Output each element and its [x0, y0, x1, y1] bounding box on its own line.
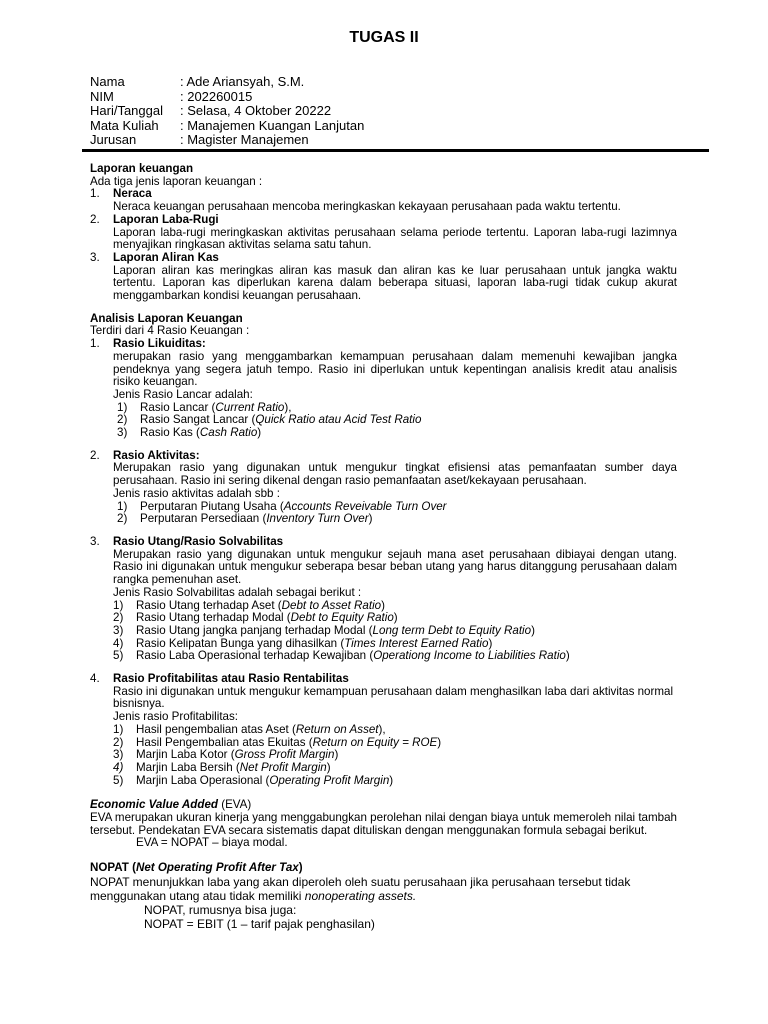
- subtype-number: 1): [113, 598, 124, 612]
- ratio-item: [90, 536, 677, 549]
- ratio-item: [90, 673, 677, 686]
- subtype-text: Marjin Laba Kotor (Gross Profit Margin): [136, 748, 339, 762]
- document-body: [90, 163, 677, 931]
- subtype-intro: Jenis rasio Profitabilitas:: [113, 710, 239, 724]
- subtype-number: 5): [113, 773, 124, 787]
- subtype-item: [90, 427, 677, 440]
- item-number: 3.: [90, 534, 100, 548]
- subtype-text: Rasio Kas (Cash Ratio): [140, 426, 262, 440]
- identity-label: Nama: [90, 74, 125, 89]
- subtype-text: Marjin Laba Bersih (Net Profit Margin): [136, 760, 331, 774]
- subtype-item: [90, 650, 677, 663]
- list-item: [90, 214, 677, 227]
- subtype-number: 4): [113, 760, 124, 774]
- subtype-text: Perputaran Persediaan (Inventory Turn Over): [140, 512, 373, 526]
- item-description: Laporan laba-rugi meringkaskan aktivitas perusahaan selama periode tertentu. Laporan laba-rugi lazimnya menyajikan ringkasan aktivitas selama satu tahun.: [113, 225, 677, 252]
- eva-description: EVA merupakan ukuran kinerja yang menggabungkan perolehan nilai dengan biaya untuk memeroleh nilai tambah tersebut. Pendekatan EVA secara sistematis dapat dituliskan dengan menggunakan formula sebagai berikut.: [90, 811, 677, 837]
- subtype-item: [90, 513, 677, 526]
- eva-formula: EVA = NOPAT – biaya modal.: [136, 836, 288, 850]
- subtype-number: 3): [113, 748, 124, 762]
- item-number: 1.: [90, 337, 100, 351]
- subtype-text: Rasio Laba Operasional terhadap Kewajiban (Operationg Income to Liabilities Ratio): [136, 649, 570, 663]
- subtype-text: Hasil pengembalian atas Aset (Return on Asset),: [136, 722, 386, 736]
- item-title: Rasio Utang/Rasio Solvabilitas: [113, 534, 284, 548]
- nopat-formula: NOPAT = EBIT (1 – tarif pajak penghasilan): [144, 916, 375, 931]
- subtype-number: 1): [117, 499, 128, 513]
- header-divider: [82, 149, 709, 152]
- item-description: Neraca keuangan perusahaan mencoba meringkaskan kekayaan perusahaan pada waktu tertentu.: [113, 200, 621, 214]
- item-title: Rasio Profitabilitas atau Rasio Rentabilitas: [113, 672, 349, 686]
- subtype-number: 2): [117, 413, 128, 427]
- subtype-text: Marjin Laba Operasional (Operating Profit Margin): [136, 773, 394, 787]
- subtype-text: Rasio Sangat Lancar (Quick Ratio atau Acid Test Ratio: [140, 413, 422, 427]
- identity-row-nama: [90, 75, 364, 90]
- item-description: Laporan aliran kas meringkas aliran kas masuk dan aliran kas ke luar perusahaan untuk jangka waktu tertentu. Laporan kas diperlukan karena dalam beberapa situasi, laporan laba-rugi tidak cukup akurat menggambarkan kondisi keuangan perusahaan.: [113, 263, 677, 303]
- identity-row-date: [90, 104, 364, 119]
- subtype-intro: Jenis Rasio Lancar adalah:: [113, 387, 253, 401]
- item-number: 2.: [90, 212, 100, 226]
- subtype-number: 3): [117, 426, 128, 440]
- ratio-item: [90, 338, 677, 351]
- section-heading-eva: Economic Value Added (EVA): [90, 798, 252, 812]
- item-description: Rasio ini digunakan untuk mengukur kemampuan perusahaan dalam menghasilkan laba dari aktivitas normal bisnisnya.: [113, 684, 674, 711]
- subtype-number: 5): [113, 649, 124, 663]
- item-description: Merupakan rasio yang digunakan untuk mengukur tingkat efisiensi atas pemanfaatan sumber daya perusahaan. Rasio ini sering dikenal dengan rasio pemanfaatan aset/kekayaan perusahaan.: [113, 461, 677, 488]
- section-intro: Terdiri dari 4 Rasio Keuangan :: [90, 324, 250, 338]
- section-intro: Ada tiga jenis laporan keuangan :: [90, 174, 263, 188]
- subtype-number: 2): [113, 735, 124, 749]
- item-number: 1.: [90, 187, 100, 201]
- item-title: Neraca: [113, 187, 152, 201]
- subtype-text: Perputaran Piutang Usaha (Accounts Reveivable Turn Over: [140, 499, 447, 513]
- identity-label: NIM: [90, 88, 114, 104]
- section-heading-laporan: Laporan keuangan: [90, 162, 194, 175]
- identity-label: Hari/Tanggal: [90, 103, 163, 119]
- subtype-text: Rasio Kelipatan Bunga yang dihasilkan (Times Interest Earned Ratio): [136, 636, 493, 650]
- section-heading-nopat: NOPAT (Net Operating Profit After Tax): [90, 861, 303, 875]
- identity-value: : Magister Manajemen: [180, 132, 309, 148]
- item-number: 2.: [90, 448, 100, 462]
- item-title: Laporan Laba-Rugi: [113, 212, 219, 226]
- identity-row-nim: [90, 90, 364, 105]
- item-description: Merupakan rasio yang digunakan untuk mengukur sejauh mana aset perusahaan dibiayai dengan utang. Rasio ini digunakan untuk mengukur seberapa besar beban utang yang harus ditanggung perusahaan dalam rangka pemenuhan aset.: [113, 547, 677, 587]
- subtype-intro: Jenis Rasio Solvabilitas adalah sebagai berikut :: [113, 585, 362, 599]
- subtype-number: 1): [113, 722, 124, 736]
- item-title: Laporan Aliran Kas: [113, 250, 219, 264]
- item-description: merupakan rasio yang menggambarkan kemampuan perusahaan dalam memenuhi kewajiban jangka pendeknya yang segera jatuh tempo. Rasio ini diperlukan untuk kepentingan analisis kredit atau analisis risiko keuangan.: [113, 349, 677, 389]
- subtype-text: Rasio Utang jangka panjang terhadap Modal (Long term Debt to Equity Ratio): [136, 623, 535, 637]
- identity-value: : Ade Ariansyah, S.M.: [180, 74, 305, 89]
- subtype-number: 2): [117, 512, 128, 526]
- item-title: Rasio Aktivitas:: [113, 448, 200, 462]
- subtype-text: Rasio Utang terhadap Aset (Debt to Asset Ratio): [136, 598, 385, 612]
- nopat-formula-intro: NOPAT, rumusnya bisa juga:: [144, 902, 297, 917]
- subtype-number: 2): [113, 611, 124, 625]
- subtype-text: Rasio Utang terhadap Modal (Debt to Equity Ratio): [136, 611, 398, 625]
- subtype-text: Hasil Pengembalian atas Ekuitas (Return on Equity = ROE): [136, 735, 442, 749]
- subtype-number: 3): [113, 623, 124, 637]
- item-number: 3.: [90, 250, 100, 264]
- list-item: [90, 252, 677, 265]
- section-heading-analisis: Analisis Laporan Keuangan: [90, 311, 243, 325]
- identity-value: : 202260015: [180, 88, 253, 104]
- identity-row-course: [90, 119, 364, 134]
- item-title: Rasio Likuiditas:: [113, 337, 206, 351]
- identity-value: : Manajemen Kuangan Lanjutan: [180, 117, 365, 133]
- identity-value: : Selasa, 4 Oktober 20222: [180, 103, 332, 119]
- identity-block: [90, 75, 364, 148]
- identity-label: Mata Kuliah: [90, 117, 159, 133]
- subtype-intro: Jenis rasio aktivitas adalah sbb :: [113, 486, 280, 500]
- subtype-item: [90, 775, 677, 788]
- identity-label: Jurusan: [90, 132, 137, 148]
- item-number: 4.: [90, 672, 100, 686]
- subtype-number: 1): [117, 400, 128, 414]
- page-title: TUGAS II: [349, 29, 419, 46]
- subtype-number: 4): [113, 636, 124, 650]
- identity-row-major: [90, 133, 364, 148]
- nopat-description: NOPAT menunjukkan laba yang akan diperoleh oleh suatu perusahaan jika perusahaan tersebut tidak menggunakan utang atau tidak memiliki nonoperating assets.: [90, 874, 631, 903]
- subtype-text: Rasio Lancar (Current Ratio),: [140, 400, 292, 414]
